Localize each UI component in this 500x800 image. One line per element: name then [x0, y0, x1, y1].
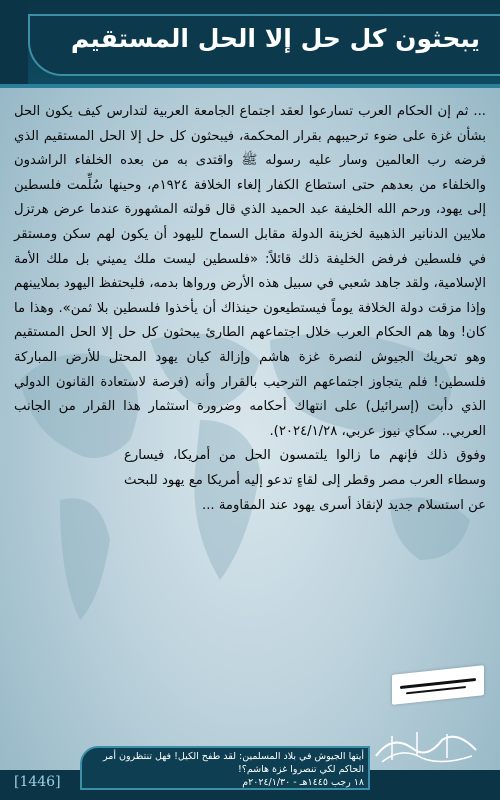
issue-number: [1446] [14, 774, 61, 790]
header-divider [0, 84, 500, 88]
hizb-calligraphy-seal [372, 726, 482, 766]
header-corner-decoration [0, 0, 28, 84]
page-title: يبحثون كل حل إلا الحل المستقيم [70, 24, 480, 53]
article-body [14, 100, 486, 518]
article-paragraph: ... ثم إن الحكام العرب تسارعوا لعقد اجتماع الجامعة العربية لتدارس كيف يكون الحل بشأن غزة على ضوء ترحيبهم بقرار المحكمة، فيبحثون كل حل إلا الحل المستقيم الذي فرضه رب العالمين وسار عليه رسوله ﷺ واقتدى به من بعده الخلفاء الراشدون والخلفاء من بعدهم حتى استطاع الكفار إلغاء الخلافة ١٩٢٤م، وحينها سُلِّمت فلسطين إلى يهود، ورحم الله الخليفة عبد الحميد الذي قال قولته المشهورة عندما عرض هرتزل ملايين الدنانير الذهبية لخزينة الدولة مقابل السماح لليهود أن يكون لهم سكن ومستقر في فلسطين فرفض الخليفة ذلك قائلاً: «فلسطين ليست ملك يميني بل ملك الأمة الإسلامية، ولقد جاهد شعبي في سبيل هذه الأرض ورواها بدمه، فليحتفظ اليهود بملايينهم وإذا مزقت دولة الخلافة يوماً فيستطيعون حينذاك أن يأخذوا فلسطين بلا ثمن». وهذا ما كان! وها هم الحكام العرب خلال اجتماعهم الطارئ يبحثون كل حل إلا الحل المستقيم وهو تحريك الجيوش لنصرة غزة هاشم وإزالة كيان يهود المحتل للأرض المباركة فلسطين! فلم يتجاوز اجتماعهم الترحيب بالقرار وأنه (فرصة لاستعادة القانون الدولي الذي دأبت (إسرائيل) على انتهاك أحكامه وضرورة استثمار هذا القرار من الجانب العربي.. سكاي نيوز عربي، ٢٠٢٤/١/٢٨). [14, 104, 486, 439]
footer-caption [88, 750, 364, 789]
footer-caption-line: أيتها الجيوش في بلاد المسلمين: لقد طفح الكيل! فهل تنتظرون أمر الحاكم لكي تنصروا غزة هاشم؟! [103, 751, 364, 775]
article-paragraph: وفوق ذلك فإنهم ما زالوا يلتمسون الحل من أمريكا، فيسارع وسطاء العرب مصر وقطر إلى لقاءٍ تدعو إليه أمريكا مع يهود للبحث عن استسلام جديد لإنقاذ أسرى يهود عند المقاومة ... [124, 448, 486, 513]
footer-date: ١٨ رجب ١٤٤٥هـ - ٢٠٢٤/١/٣٠م [242, 777, 364, 788]
